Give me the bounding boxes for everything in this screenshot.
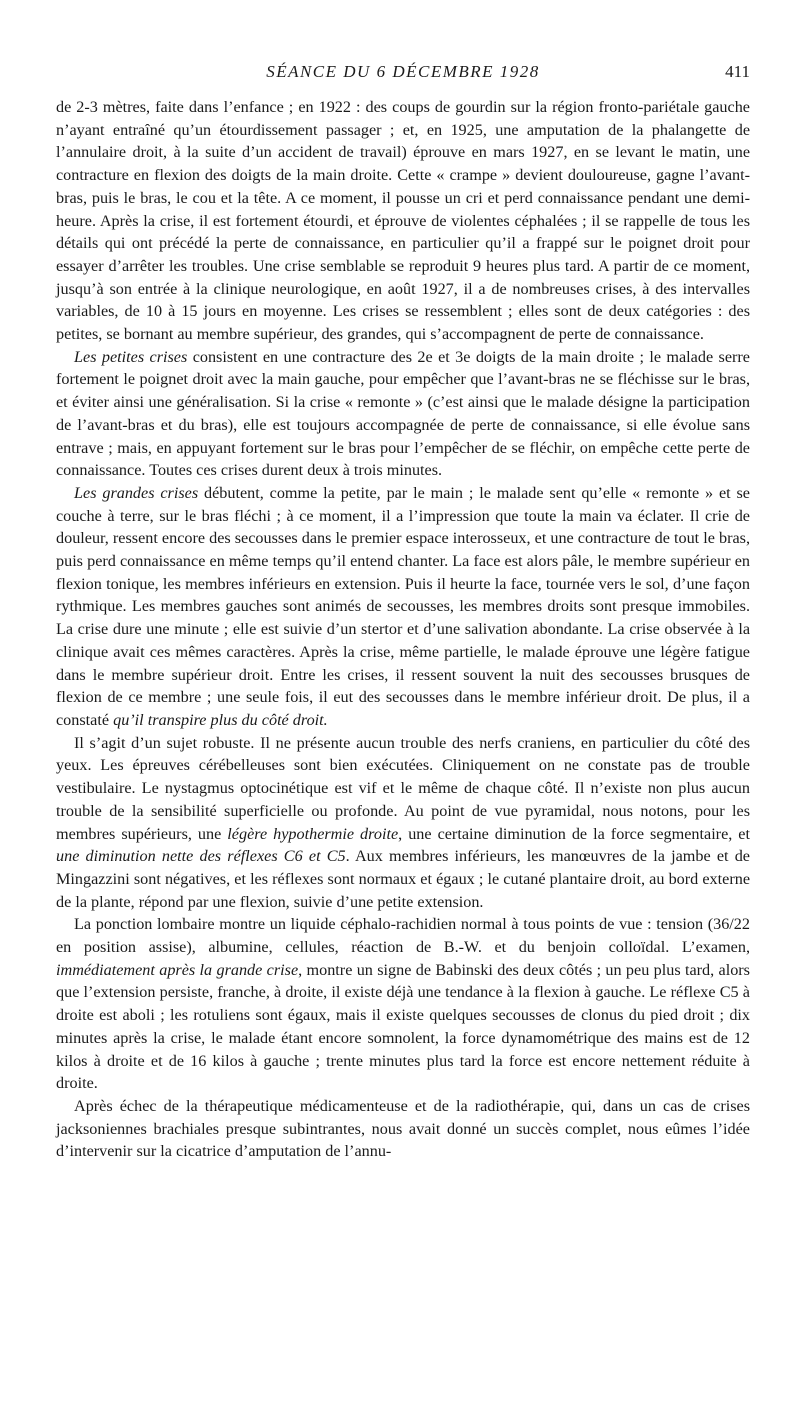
paragraph-lumbar-puncture xyxy=(56,913,750,1095)
page-header xyxy=(56,62,750,88)
paragraph-lead: Les grandes crises xyxy=(74,483,199,502)
paragraph-text: , montre un signe de Babinski des deux côtés ; un peu plus tard, alors que l’extension persiste, franche, à droite, il existe déjà une tendance à la flexion à gauche. Le réflexe C5 à droite est aboli ; les rotuliens sont égaux, mais il existe quelques secousses de clonus du pied droit ; dix minutes après la crise, le malade étant encore somnolent, la force dynamométrique des mains est de 12 kilos à droite et de 16 kilos à gauche ; trente minutes plus tard la force est encore nettement réduite à droite. xyxy=(56,960,750,1093)
emphasis-text: immédiatement après la grande crise xyxy=(56,960,299,979)
paragraph-text: . Aux membres inférieurs, les manœuvres de la jambe et de Mingazzini sont négatives, et les réflexes sont normaux et égaux ; le cutané plantaire droit, au bord externe de la plante, répond par une flexion, suivie d’une petite extension. xyxy=(56,847,750,911)
paragraph-text: débutent, comme la petite, par le main ; le malade sent qu’elle « remonte » et se couche à terre, sur le bras fléchi ; à ce moment, il a l’impression que toute la main va éclater. Il crie de douleur, ressent encore des secousses dans le premier espace interosseux, et une contracture de tout le bras, puis perd connaissance en même temps qu’il entend chanter. La face est alors pâle, le membre supérieur en flexion tonique, les membres inférieurs en extension. Puis il heurte la face, tournée vers le sol, d’une façon rythmique. Les membres gauches sont animés de secousses, les membres droits sont presque immobiles. La crise dure une minute ; elle est suivie d’un stertor et d’une salivation abondante. La crise observée à la clinique avait ces mêmes caractères. Après la crise, même partielle, le malade éprouve une légère fatigue dans le membre supérieur droit. Entre les crises, il ressent souvent la nuit des secousses brusques de flexion de ce membre ; une seule fois, il eut des secousses dans le membre inférieur droit. De plus, il a constaté xyxy=(56,483,750,729)
paragraph-text: La ponction lombaire montre un liquide céphalo-rachidien normal à tous points de vue : tension (36/22 en position assise), albumine, cellules, réaction de B.-W. et du benjoin colloïdal. L’examen, xyxy=(56,915,750,957)
emphasis-text: une diminution nette des réflexes C6 et C5 xyxy=(56,847,346,866)
paragraph-history xyxy=(56,96,750,346)
paragraph-treatment xyxy=(56,1095,750,1163)
paragraph-text: Après échec de la thérapeutique médicamenteuse et de la radiothérapie, qui, dans un cas de crises jacksoniennes brachiales presque subintrantes, nous avait donné un succès complet, nous eûmes l’idée d’intervenir sur la cicatrice d’amputation de l’annu- xyxy=(56,1096,750,1161)
paragraph-lead: Les petites crises xyxy=(74,347,188,366)
running-title: SÉANCE DU 6 DÉCEMBRE 1928 xyxy=(266,62,540,81)
paragraph-text: Il s’agit d’un sujet robuste. Il ne présente aucun trouble des nerfs craniens, en particulier du côté des yeux. Les épreuves cérébelleuses sont bien exécutées. Cliniquement on ne constate pas de trouble vestibulaire. Le nystagmus optocinétique est vif et le même de chaque côté. Il n’existe non plus aucun trouble de la sensibilité superficielle ou profonde. Au point de vue pyramidal, nous notons, pour les membres supérieurs, une xyxy=(56,733,750,843)
article-body xyxy=(56,96,750,1163)
paragraph-text: , une certaine diminution de la force segmentaire, et xyxy=(398,824,750,843)
paragraph-text: de 2-3 mètres, faite dans l’enfance ; en 1922 : des coups de gourdin sur la région fronto-pariétale gauche n’ayant entraîné qu’un étourdissement passager ; et, en 1925, une amputation de la phalangette de l’annulaire droit, à la suite d’un accident de travail) éprouve en mars 1927, en se levant le matin, une contracture en flexion des doigts de la main droite. Cette « crampe » devient douloureuse, gagne l’avant-bras, puis le bras, le cou et la tête. A ce moment, il pousse un cri et perd connaissance pendant une demi-heure. Après la crise, il est fortement étourdi, et éprouve de violentes céphalées ; il se rappelle de tous les détails qui ont précédé la perte de connaissance, en particulier qu’il a frappé sur le poignet droit pour essayer d’arrêter les troubles. Une crise semblable se reproduit 9 heures plus tard. A partir de ce moment, jusqu’à son entrée à la clinique neurologique, en août 1927, il a de nombreuses crises, à des intervalles variables, de 10 à 15 jours en moyenne. Les crises se ressemblent ; elles sont de deux catégories : des petites, se bornant au membre supérieur, des grandes, qui s’accompagnent de perte de connaissance. xyxy=(56,98,750,344)
emphasis-text: qu’il transpire plus du côté droit. xyxy=(113,710,328,729)
paragraph-large-seizures xyxy=(56,482,750,732)
emphasis-text: légère hypothermie droite xyxy=(227,824,399,843)
page-number: 411 xyxy=(725,62,750,81)
paragraph-text: consistent en une contracture des 2e et 3e doigts de la main droite ; le malade serre fortement le poignet droit avec la main gauche, pour empêcher que l’avant-bras ne se fléchisse sur le bras, et éviter ainsi une généralisation. Si la crise « remonte » (c’est ainsi que le malade désigne la participation de l’avant-bras et du bras), elle est toujours accompagnée de perte de connaissance, si elle évolue sans entrave ; mais, en appuyant fortement sur le bras pour l’empêcher de se fléchir, on empêche cette perte de connaissance. Toutes ces crises durent deux à trois minutes. xyxy=(56,347,750,480)
paragraph-examination xyxy=(56,732,750,914)
paragraph-small-seizures xyxy=(56,346,750,482)
